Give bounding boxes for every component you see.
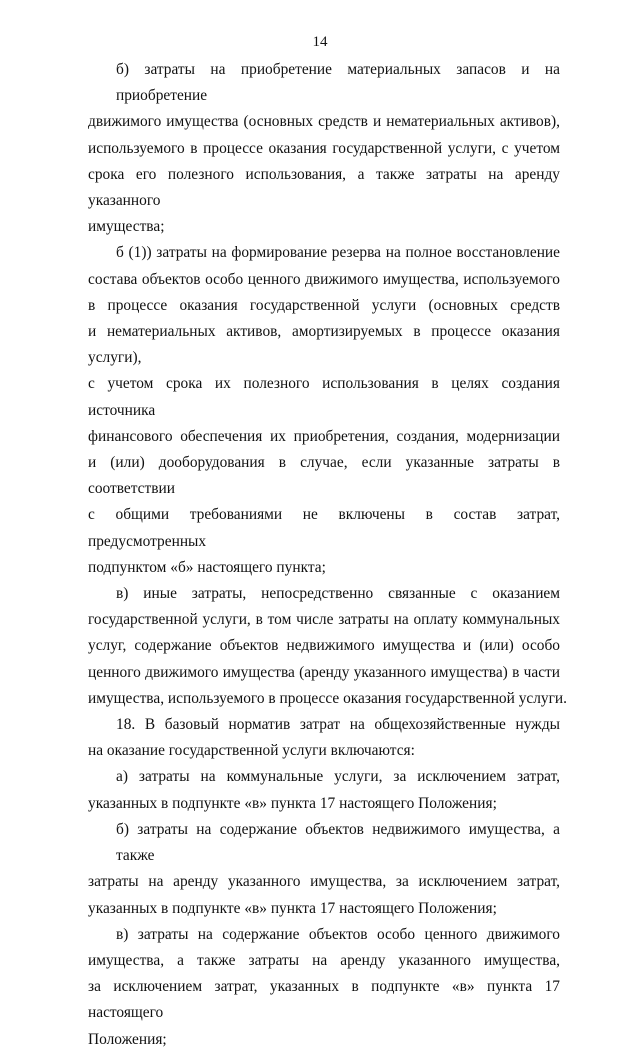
text-line: Положения; — [88, 1030, 167, 1048]
text-line: за исключением затрат, указанных в подпункте «в» пункта 17 настоящего — [88, 978, 560, 1022]
paragraph-18-v — [88, 922, 560, 1053]
text-line: а) затраты на коммунальные услуги, за исключением затрат, — [116, 768, 560, 786]
text-line: в) затраты на содержание объектов особо ценного движимого — [116, 925, 560, 943]
paragraph-b1 — [88, 240, 560, 581]
text-line: с общими требованиями не включены в состав затрат, предусмотренных — [88, 506, 560, 550]
text-line: б (1)) затраты на формирование резерва на полное восстановление — [116, 244, 560, 262]
text-line: с учетом срока их полезного использования в целях создания источника — [88, 375, 560, 419]
text-line: состава объектов особо ценного движимого имущества, используемого — [88, 270, 560, 288]
text-line: указанных в подпункте «в» пункта 17 настоящего Положения; — [88, 899, 497, 917]
text-line: услуг, содержание объектов недвижимого имущества и (или) особо — [88, 637, 560, 655]
text-line: и (или) дооборудования в случае, если указанные затраты в соответствии — [88, 454, 560, 498]
paragraph-b — [88, 57, 560, 240]
text-line: ценного движимого имущества (аренду указанного имущества) в части — [88, 663, 560, 681]
document-body — [88, 57, 568, 1053]
text-line: и нематериальных активов, амортизируемых в процессе оказания услуги), — [88, 323, 560, 367]
text-line: движимого имущества (основных средств и нематериальных активов), — [88, 113, 560, 131]
text-line: имущества; — [88, 218, 165, 236]
text-line: затраты на аренду указанного имущества, за исключением затрат, — [88, 873, 560, 891]
text-line: в процессе оказания государственной услуги (основных средств — [88, 296, 560, 314]
text-line: срока его полезного использования, а также затраты на аренду указанного — [88, 165, 560, 210]
text-line: используемого в процессе оказания государственной услуги, с учетом — [88, 139, 560, 157]
text-line: имущества, а также затраты на аренду указанного имущества, — [88, 951, 560, 969]
text-line: имущества, используемого в процессе оказания государственной услуги. — [88, 689, 568, 707]
text-line: указанных в подпункте «в» пункта 17 настоящего Положения; — [88, 794, 497, 812]
paragraph-18-a — [88, 764, 560, 816]
text-line: на оказание государственной услуги включаются: — [88, 742, 415, 760]
text-line: государственной услуги, в том числе затраты на оплату коммунальных — [88, 611, 560, 629]
paragraph-18-b — [88, 817, 560, 922]
text-line: подпунктом «б» настоящего пункта; — [88, 558, 326, 576]
text-line: б) затраты на приобретение материальных запасов и на приобретение — [116, 61, 560, 105]
text-line: финансового обеспечения их приобретения, создания, модернизации — [88, 427, 560, 445]
text-line: в) иные затраты, непосредственно связанные с оказанием — [116, 585, 560, 603]
text-line: б) затраты на содержание объектов недвижимого имущества, а также — [116, 820, 560, 865]
paragraph-v — [88, 581, 568, 712]
paragraph-18 — [88, 712, 560, 764]
text-line: 18. В базовый норматив затрат на общехозяйственные нужды — [116, 716, 560, 734]
page-number: 14 — [312, 34, 328, 50]
